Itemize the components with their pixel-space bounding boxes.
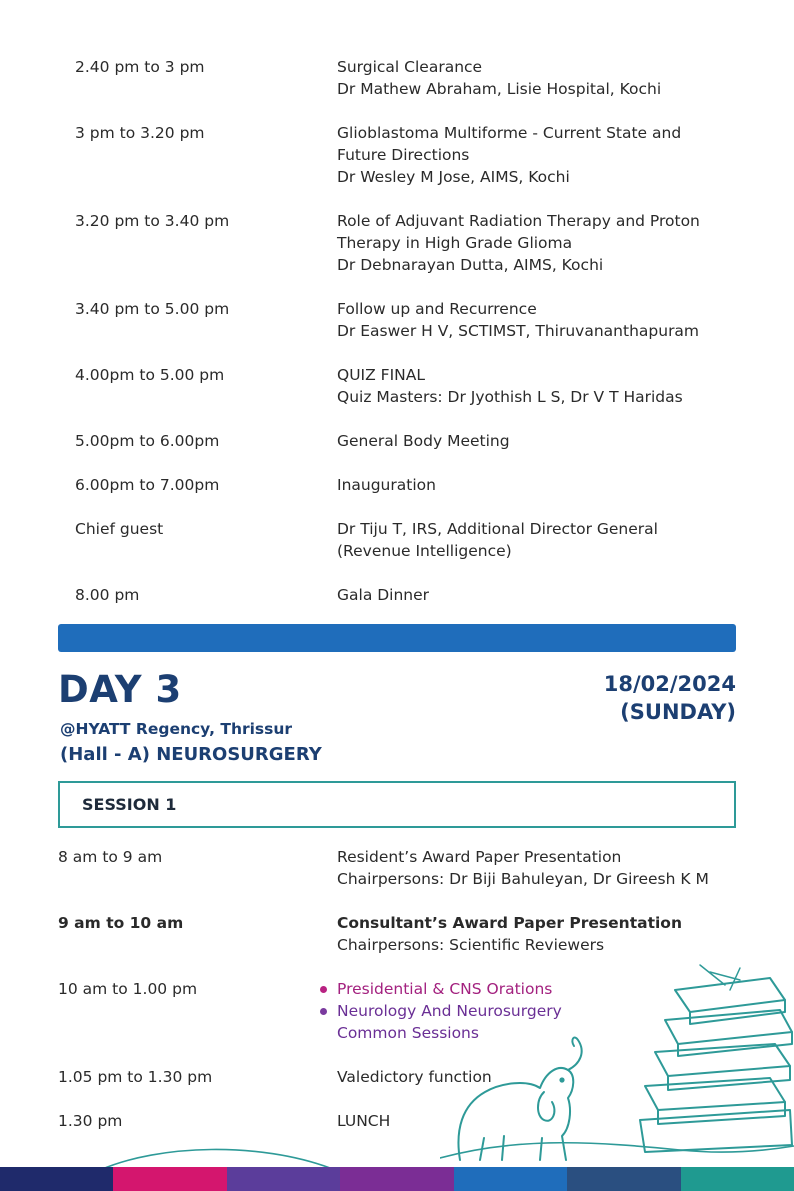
schedule-description <box>337 846 737 890</box>
schedule-description <box>337 364 737 408</box>
schedule-time: 4.00pm to 5.00 pm <box>75 366 225 384</box>
schedule-description <box>337 518 737 562</box>
stripe <box>454 1167 567 1191</box>
session-label: SESSION 1 <box>82 795 177 814</box>
schedule-time: 5.00pm to 6.00pm <box>75 432 220 450</box>
schedule-time: 3 pm to 3.20 pm <box>75 124 205 142</box>
session-title: Role of Adjuvant Radiation Therapy and Proton <box>337 212 700 230</box>
schedule-description <box>337 56 737 100</box>
bullet-dot-icon <box>320 1008 327 1015</box>
schedule-time: 8 am to 9 am <box>58 848 163 866</box>
session-title: QUIZ FINAL <box>337 366 425 384</box>
schedule-description <box>337 912 737 956</box>
stripe <box>0 1167 113 1191</box>
schedule-description <box>337 1110 737 1132</box>
schedule-time: 2.40 pm to 3 pm <box>75 58 205 76</box>
schedule-description <box>337 210 737 276</box>
hall-title: (Hall - A) NEUROSURGERY <box>60 744 322 765</box>
bullet-dot-icon <box>320 986 327 993</box>
session-title: Inauguration <box>337 476 436 494</box>
stripe <box>681 1167 794 1191</box>
schedule-description <box>337 584 737 606</box>
date-text: 18/02/2024 <box>603 672 736 696</box>
stripe <box>340 1167 453 1191</box>
session-title: Consultant’s Award Paper Presentation <box>337 914 682 932</box>
schedule-time: 3.40 pm to 5.00 pm <box>75 300 230 318</box>
schedule-description <box>337 298 737 342</box>
session-title-cont: Therapy in High Grade Glioma <box>337 234 573 252</box>
stripe <box>567 1167 680 1191</box>
speaker: Dr Wesley M Jose, AIMS, Kochi <box>337 168 570 186</box>
session-title: Gala Dinner <box>337 586 430 604</box>
session-title: Resident’s Award Paper Presentation <box>337 848 622 866</box>
session-title: Surgical Clearance <box>337 58 483 76</box>
session-title: LUNCH <box>337 1112 391 1130</box>
bullet-text: Common Sessions <box>337 1024 479 1042</box>
decorative-curve <box>0 1130 794 1170</box>
session-title: Glioblastoma Multiforme - Current State and <box>337 124 682 142</box>
schedule-time: 10 am to 1.00 pm <box>58 980 198 998</box>
speaker-cont: (Revenue Intelligence) <box>337 542 512 560</box>
footer-color-stripes <box>0 1167 794 1191</box>
schedule-time: 3.20 pm to 3.40 pm <box>75 212 230 230</box>
schedule-time: 6.00pm to 7.00pm <box>75 476 220 494</box>
day-date <box>604 670 736 726</box>
schedule-description <box>337 474 737 496</box>
schedule-time: 9 am to 10 am <box>58 914 184 932</box>
schedule-description <box>337 1066 737 1088</box>
schedule-description <box>337 122 737 188</box>
venue: @HYATT Regency, Thrissur <box>60 720 293 738</box>
weekday-text: (SUNDAY) <box>620 700 736 724</box>
session-title-cont: Future Directions <box>337 146 470 164</box>
day-title: DAY 3 <box>58 668 182 711</box>
schedule-description <box>337 430 737 452</box>
chairpersons: Chairpersons: Scientific Reviewers <box>337 936 605 954</box>
bullet-text: Presidential & CNS Orations <box>337 980 553 998</box>
speaker: Dr Easwer H V, SCTIMST, Thiruvananthapuram <box>337 322 700 340</box>
speaker: Dr Tiju T, IRS, Additional Director General <box>337 520 658 538</box>
schedule-time: 1.05 pm to 1.30 pm <box>58 1068 213 1086</box>
speaker: Dr Debnarayan Dutta, AIMS, Kochi <box>337 256 604 274</box>
section-divider-bar <box>58 624 736 652</box>
stripe <box>113 1167 226 1191</box>
speaker: Quiz Masters: Dr Jyothish L S, Dr V T Haridas <box>337 388 683 406</box>
stripe <box>227 1167 340 1191</box>
schedule-time: 8.00 pm <box>75 586 140 604</box>
chairpersons: Chairpersons: Dr Biji Bahuleyan, Dr Gireesh K M <box>337 870 709 888</box>
schedule-time: Chief guest <box>75 520 164 538</box>
session-title: Follow up and Recurrence <box>337 300 537 318</box>
session-header-box <box>58 781 736 828</box>
session-title: General Body Meeting <box>337 432 510 450</box>
schedule-time: 1.30 pm <box>58 1112 123 1130</box>
bullet-text: Neurology And Neurosurgery <box>337 1002 562 1020</box>
speaker: Dr Mathew Abraham, Lisie Hospital, Kochi <box>337 80 662 98</box>
session-title: Valedictory function <box>337 1068 492 1086</box>
